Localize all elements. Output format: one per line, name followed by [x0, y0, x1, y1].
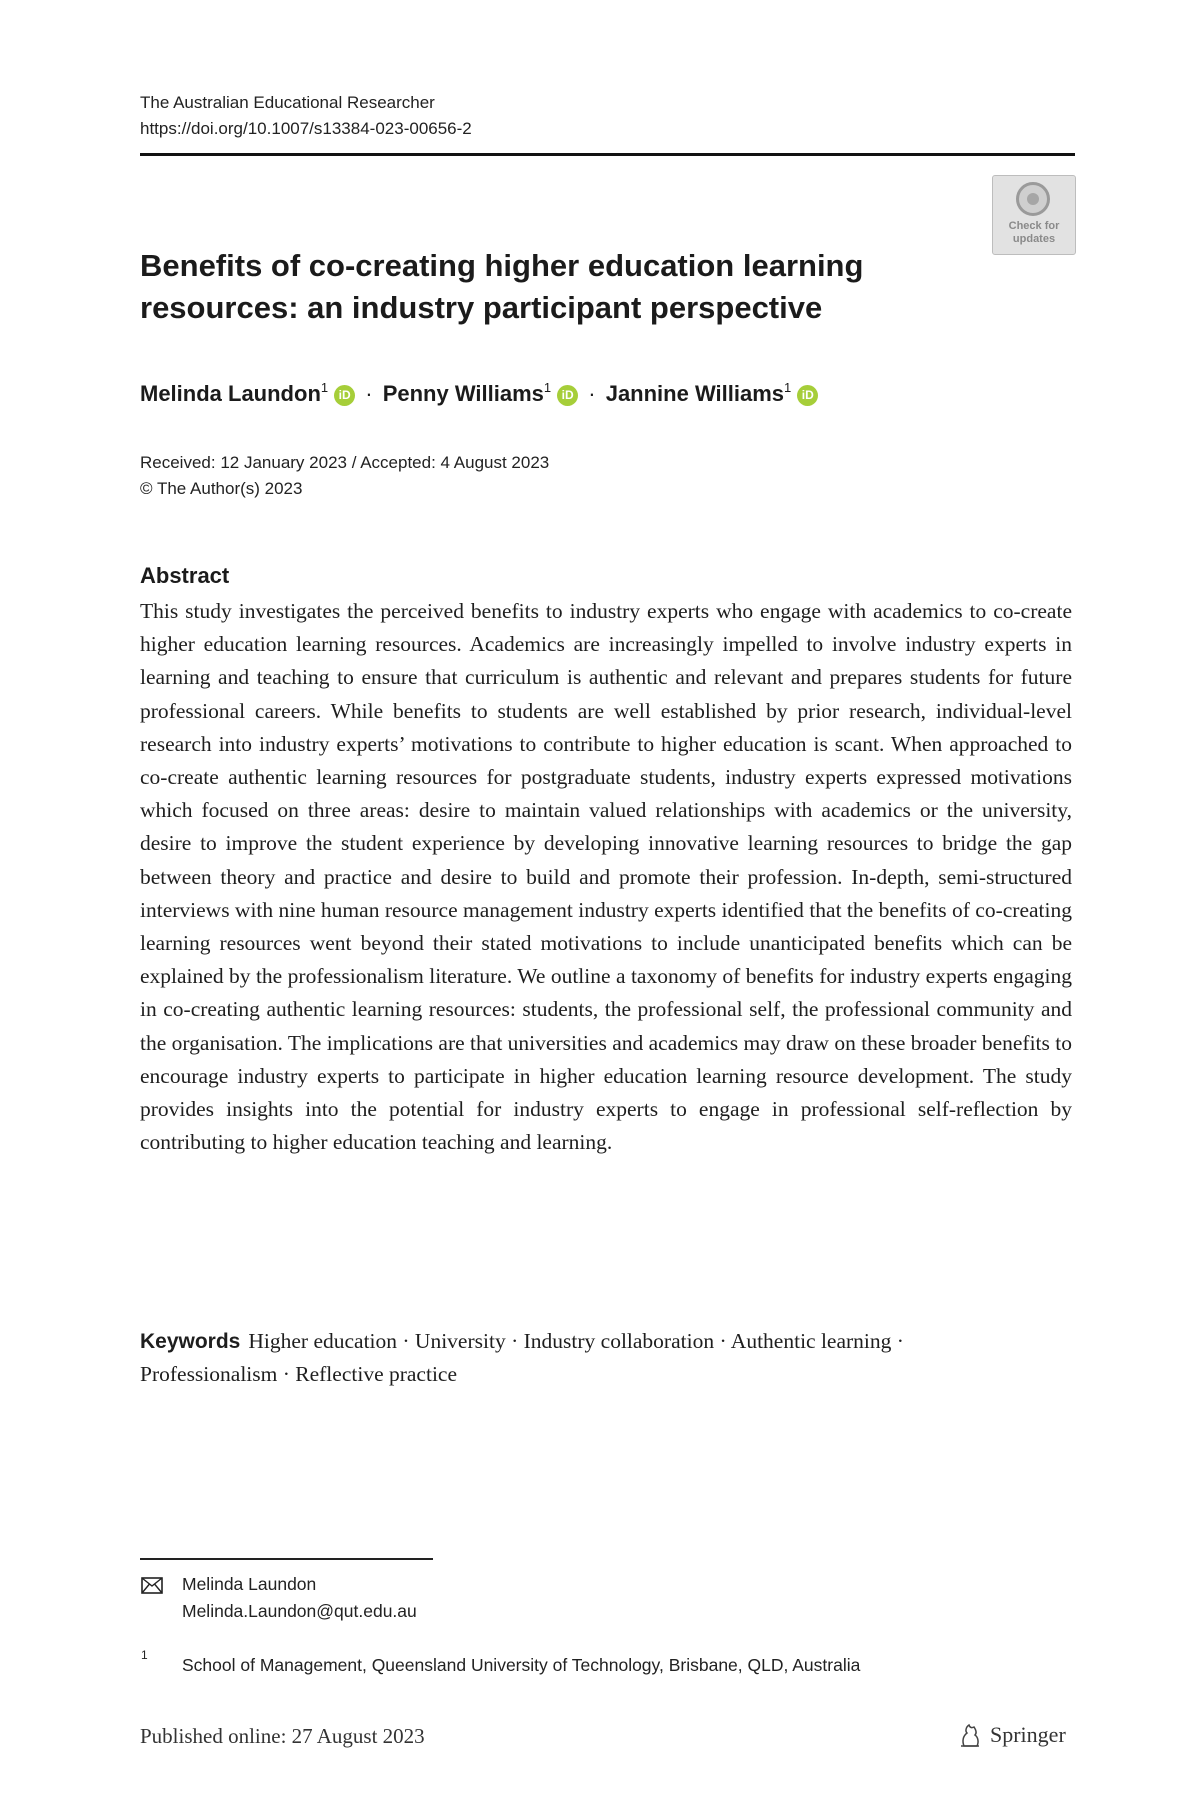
author-affil-marker: 1: [784, 380, 792, 395]
springer-logo: [958, 1719, 1066, 1751]
orcid-icon[interactable]: iD: [334, 385, 355, 406]
author-separator: ·: [588, 381, 596, 406]
abstract-text: This study investigates the perceived benefits to industry experts who engage with academics to co-create higher education learning resources. Academics are increasingly impelled to involve industry experts in learning and teaching to ensure that curriculum is authentic and relevant and prepares students for future professional careers. While benefits to students are well established by prior research, individual-level research into industry experts’ motivations to contribute to higher education is scant. When approached to co-create authentic learning resources for postgraduate students, industry experts expressed motivations which focused on three areas: desire to maintain valued relationships with academics or the university, desire to improve the student experience by developing innovative learning resources to bridge the gap between theory and practice and desire to build and promote their profession. In-depth, semi-structured interviews with nine human resource management industry experts identified that the benefits of co-creating learning resources went beyond their stated motivations to include unanticipated benefits which can be explained by the professionalism literature. We outline a taxonomy of benefits for industry experts engaging in co-creating authentic learning resources: students, the professional self, the professional community and the organisation. The implications are that universities and academics may draw on these broader benefits to encourage industry experts to participate in higher education learning resource development. The study provides insights into the potential for industry experts to engage in professional self-reflection by contributing to higher education teaching and learning.: [140, 599, 1072, 1155]
envelope-icon: [141, 1577, 163, 1594]
affiliation-text: School of Management, Queensland University of Technology, Brisbane, QLD, Australia: [182, 1655, 861, 1675]
header-rule: [140, 153, 1075, 156]
article-title: [140, 245, 960, 329]
crossmark-icon: [1016, 182, 1050, 216]
received-accepted-dates: Received: 12 January 2023 / Accepted: 4 August 2023: [140, 453, 550, 472]
keywords-block: [140, 1325, 1040, 1391]
title-line-1: Benefits of co-creating higher education learning: [140, 248, 864, 283]
corresponding-author: [182, 1571, 417, 1625]
article-dates: [140, 450, 549, 502]
publisher-name: Springer: [990, 1722, 1066, 1747]
author-name[interactable]: Jannine Williams: [605, 381, 785, 406]
springer-horse-icon: [958, 1722, 982, 1748]
orcid-icon[interactable]: iD: [797, 385, 818, 406]
crossmark-label-line2: updates: [1012, 233, 1056, 245]
author-list: [140, 373, 818, 409]
author-separator: ·: [365, 381, 373, 406]
published-online-date: Published online: 27 August 2023: [140, 1724, 425, 1748]
author-affil-marker: 1: [543, 380, 552, 395]
crossmark-label-line1: Check for: [1008, 220, 1060, 232]
journal-header: [140, 90, 472, 142]
corresponding-email[interactable]: Melinda.Laundon@qut.edu.au: [182, 1601, 417, 1621]
abstract-heading: Abstract: [140, 563, 230, 588]
affiliation-number: 1: [141, 1648, 148, 1662]
keywords-text: Higher education · University · Industry collaboration · Authentic learning · Professionalism · Reflective practice: [140, 1329, 904, 1386]
doi-link[interactable]: https://doi.org/10.1007/s13384-023-00656-2: [140, 119, 472, 138]
footnote-rule: [140, 1558, 433, 1560]
author-affil-marker: 1: [320, 380, 329, 395]
crossmark-label: [993, 220, 1075, 246]
check-for-updates-badge[interactable]: [992, 175, 1076, 255]
journal-name: The Australian Educational Researcher: [140, 93, 435, 112]
author-name[interactable]: Melinda Laundon: [140, 381, 321, 406]
keywords-label: Keywords: [140, 1330, 241, 1353]
orcid-icon[interactable]: iD: [557, 385, 578, 406]
title-line-2: resources: an industry participant perspective: [140, 290, 823, 325]
copyright-notice: © The Author(s) 2023: [140, 479, 303, 498]
corresponding-name: Melinda Laundon: [182, 1574, 317, 1594]
author-name[interactable]: Penny Williams: [382, 381, 544, 406]
